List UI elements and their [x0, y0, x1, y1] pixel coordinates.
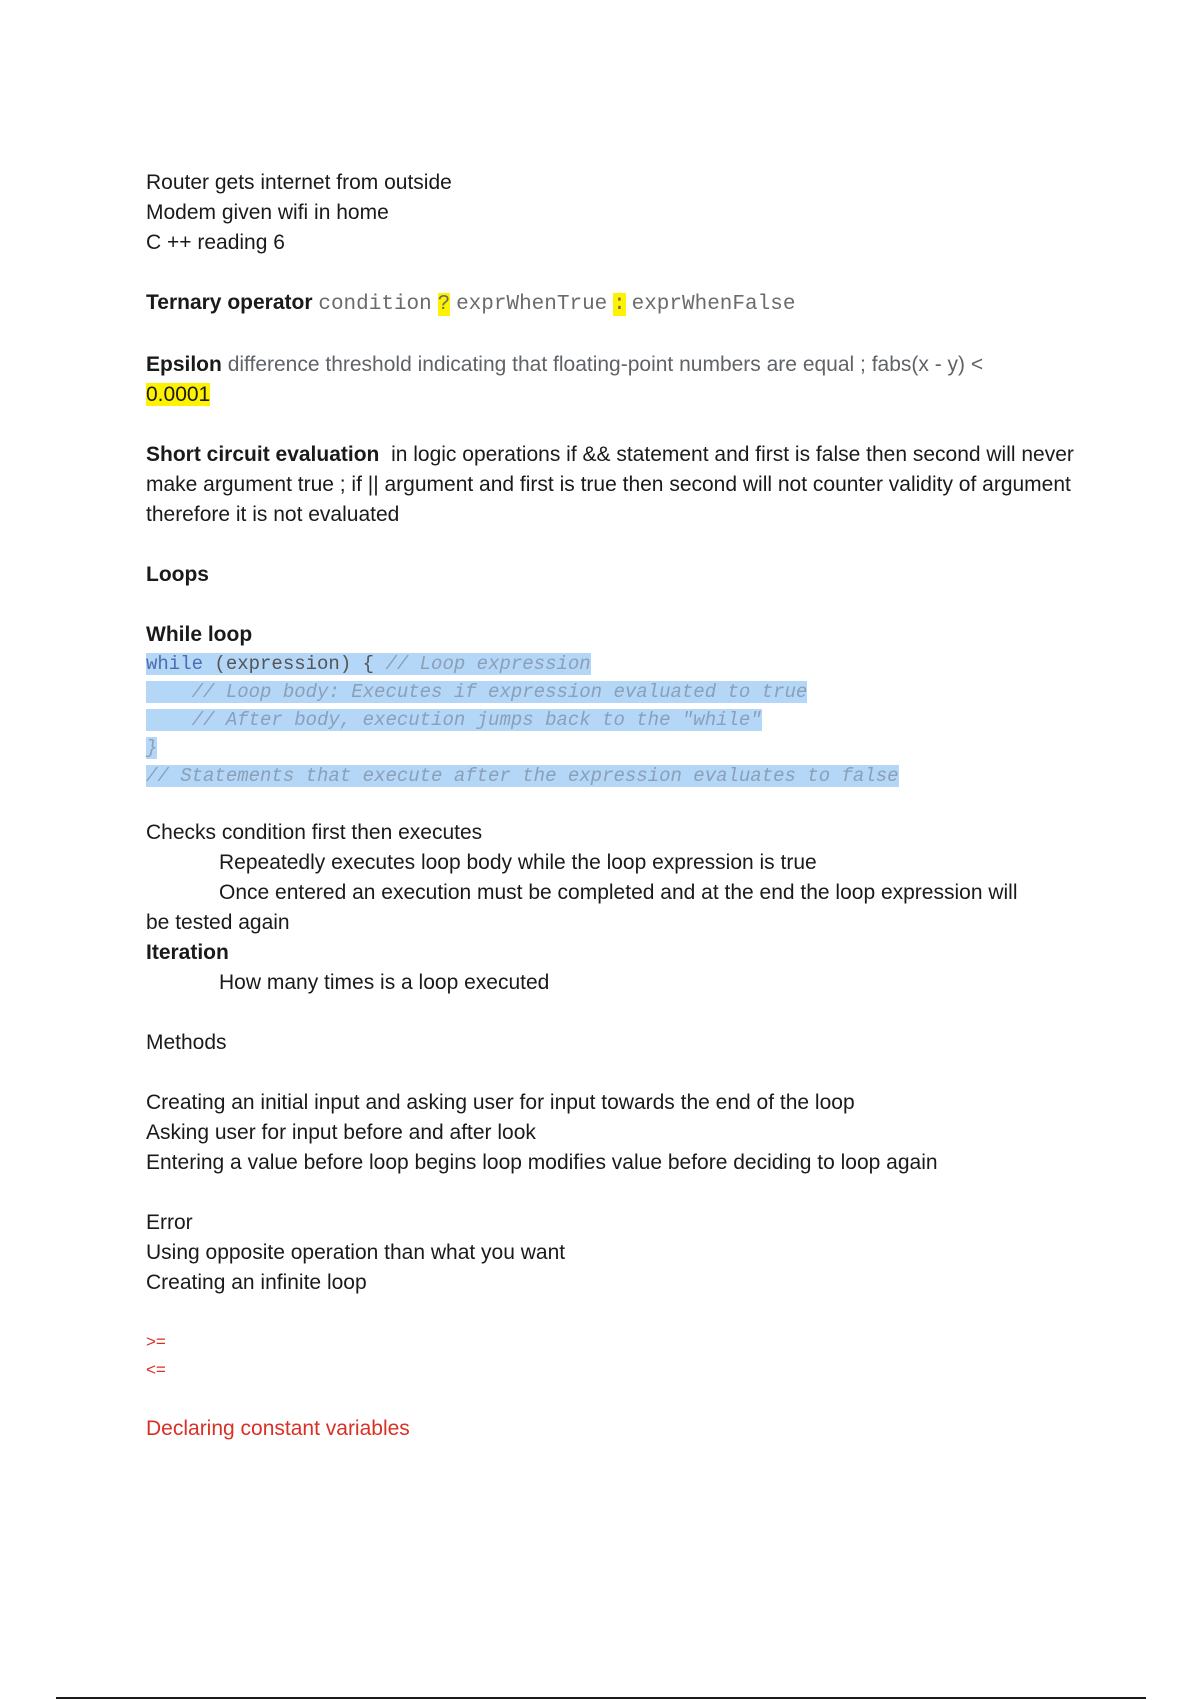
ternary-false-expr: exprWhenFalse [631, 293, 796, 316]
repeatedly-line: Repeatedly executes loop body while the loop expression is true [219, 851, 817, 874]
code-comment-after-loop: // Statements that execute after the expression evaluates to false [146, 765, 899, 787]
method-item-2: Asking user for input before and after look [146, 1121, 536, 1144]
code-expression: (expression) { [203, 653, 386, 675]
ternary-line [146, 288, 1106, 320]
ternary-term: Ternary operator [146, 291, 313, 314]
code-comment-loop-expression: // Loop expression [385, 653, 591, 675]
loops-heading: Loops [146, 563, 209, 586]
ternary-true-expr: exprWhenTrue [456, 293, 608, 316]
intro-line-2: Modem given wifi in home [146, 201, 389, 224]
code-line-4 [146, 737, 157, 759]
error-item-1: Using opposite operation than what you want [146, 1241, 566, 1264]
code-line-1 [146, 653, 591, 675]
iteration-heading: Iteration [146, 941, 229, 964]
error-heading: Error [146, 1211, 193, 1234]
page-bottom-rule [56, 1697, 1146, 1699]
code-line-2 [146, 681, 807, 703]
iteration-text: How many times is a loop executed [219, 971, 550, 994]
method-item-1: Creating an initial input and asking user for input towards the end of the loop [146, 1091, 855, 1114]
ternary-condition: condition [318, 293, 432, 316]
code-closing-brace: } [146, 737, 158, 759]
operator-greater-equal: >= [146, 1332, 166, 1351]
once-entered-continuation: be tested again [146, 911, 290, 934]
code-line-5 [146, 765, 899, 787]
document-page [146, 168, 1106, 1444]
intro-line-3: C ++ reading 6 [146, 231, 285, 254]
code-keyword-while: while [146, 653, 204, 675]
once-entered-line: Once entered an execution must be completed and at the end the loop expression will [219, 881, 1018, 904]
while-loop-heading: While loop [146, 623, 253, 646]
short-circuit-paragraph [146, 440, 1106, 530]
epsilon-line [146, 350, 1106, 410]
method-item-3: Entering a value before loop begins loop modifies value before deciding to loop again [146, 1151, 938, 1174]
code-line-3 [146, 709, 762, 731]
short-circuit-text: in logic operations if && statement and first is false then second will never make argument true ; if || argument and first is true then second will not counter validity of argument therefore it is not evaluated [146, 443, 1080, 526]
while-loop-code-block [146, 650, 1106, 790]
epsilon-term: Epsilon [146, 353, 222, 376]
declaring-constants-line: Declaring constant variables [146, 1417, 410, 1440]
epsilon-value: 0.0001 [146, 383, 211, 406]
short-circuit-term: Short circuit evaluation [146, 443, 380, 466]
ternary-question-mark: ? [437, 293, 451, 316]
error-item-2: Creating an infinite loop [146, 1271, 367, 1294]
checks-condition-line: Checks condition first then executes [146, 821, 483, 844]
epsilon-text: difference threshold indicating that floating-point numbers are equal ; fabs(x - y) < [227, 353, 984, 376]
ternary-colon: : [613, 293, 626, 316]
code-comment-loop-body: // Loop body: Executes if expression evaluated to true [191, 681, 808, 703]
intro-line-1: Router gets internet from outside [146, 171, 452, 194]
operator-less-equal: <= [146, 1360, 166, 1379]
methods-heading: Methods [146, 1031, 227, 1054]
code-comment-after-body: // After body, execution jumps back to the "while" [191, 709, 762, 731]
